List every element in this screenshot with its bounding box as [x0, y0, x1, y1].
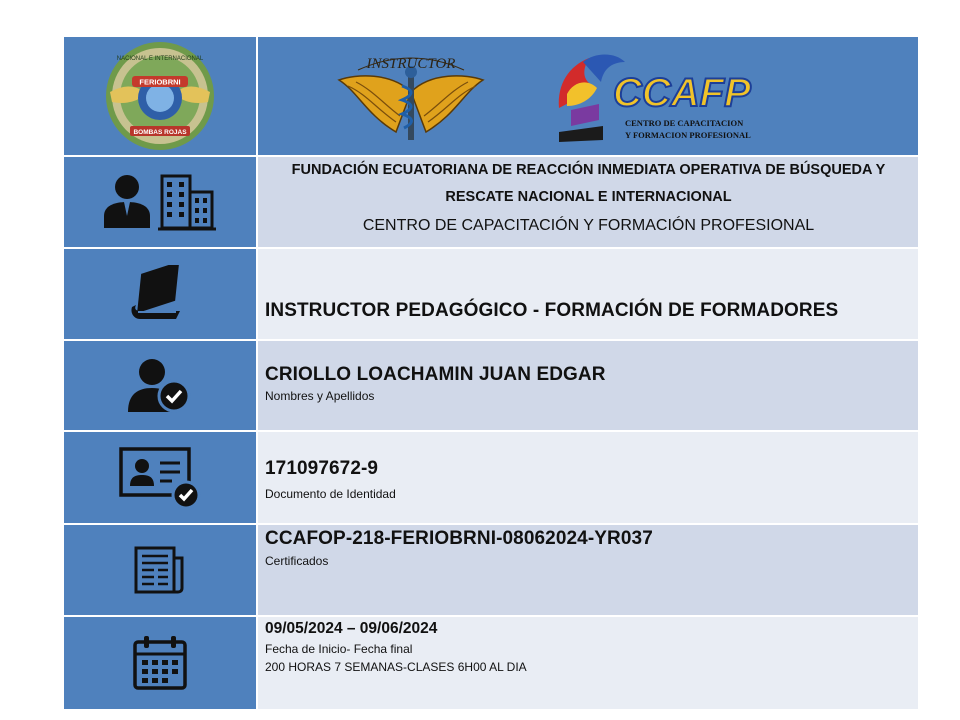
person-full-name: CRIOLLO LOACHAMIN JUAN EDGAR — [265, 364, 606, 385]
certificate-label: Certificados — [265, 554, 329, 568]
person-name-label: Nombres y Apellidos — [265, 389, 375, 403]
person-building-icon — [100, 170, 220, 234]
header-badge-cell — [64, 37, 258, 155]
course-duration: 200 HORAS 7 SEMANAS-CLASES 6H00 AL DIA — [265, 660, 527, 674]
svg-text:NACIONAL E INTERNACIONAL: NACIONAL E INTERNACIONAL — [116, 56, 204, 62]
identity-icon-cell — [64, 432, 258, 523]
training-center-name: CENTRO DE CAPACITACIÓN Y FORMACIÓN PROFESIONAL — [362, 217, 815, 234]
course-date-range: 09/05/2024 – 09/06/2024 — [265, 620, 438, 637]
header-row — [64, 37, 918, 157]
identity-cell — [258, 432, 918, 523]
book-icon — [128, 265, 192, 323]
organization-name-line1: FUNDACIÓN ECUATORIANA DE REACCIÓN INMEDIATA OPERATIVA DE BÚSQUEDA Y — [291, 162, 886, 178]
certificate-code: CCAFOP-218-FERIOBRNI-08062024-YR037 — [265, 528, 653, 549]
dates-icon-cell — [64, 617, 258, 709]
certificate-icon-cell — [64, 525, 258, 615]
instructor-wings-logo — [336, 52, 486, 144]
course-title: INSTRUCTOR PEDAGÓGICO - FORMACIÓN DE FORMADORES — [265, 300, 839, 321]
svg-text:FERIOBRNI: FERIOBRNI — [139, 77, 181, 87]
svg-text:BOMBAS ROJAS: BOMBAS ROJAS — [133, 129, 187, 136]
id-card-check-icon — [118, 446, 202, 510]
user-check-icon — [128, 358, 192, 414]
date-range-label: Fecha de Inicio- Fecha final — [265, 642, 413, 656]
organization-name-line2: RESCATE NACIONAL E INTERNACIONAL — [445, 189, 732, 205]
certificate-row — [64, 525, 918, 617]
calendar-icon — [132, 634, 188, 692]
svg-text:Y FORMACION PROFESIONAL: Y FORMACION PROFESIONAL — [625, 130, 751, 140]
person-row — [64, 341, 918, 432]
dates-row — [64, 617, 918, 709]
svg-text:CCAFP: CCAFP — [613, 71, 751, 115]
person-cell — [258, 341, 918, 430]
feriobrni-badge-logo — [102, 40, 218, 152]
identity-document-label: Documento de Identidad — [265, 487, 396, 501]
certificate-table — [64, 37, 918, 709]
identity-document-number: 171097672-9 — [265, 458, 379, 479]
ccafp-logo — [553, 48, 758, 144]
header-logos-cell — [258, 37, 918, 155]
organization-cell — [258, 157, 918, 247]
certificate-cell — [258, 525, 918, 615]
svg-text:INSTRUCTOR: INSTRUCTOR — [366, 56, 456, 72]
course-cell — [258, 249, 918, 339]
organization-row — [64, 157, 918, 249]
newspaper-icon — [132, 544, 188, 596]
organization-icon-cell — [64, 157, 258, 247]
identity-row — [64, 432, 918, 525]
person-icon-cell — [64, 341, 258, 430]
svg-text:CENTRO DE CAPACITACION: CENTRO DE CAPACITACION — [625, 118, 744, 128]
dates-cell — [258, 617, 918, 709]
course-icon-cell — [64, 249, 258, 339]
course-row — [64, 249, 918, 341]
